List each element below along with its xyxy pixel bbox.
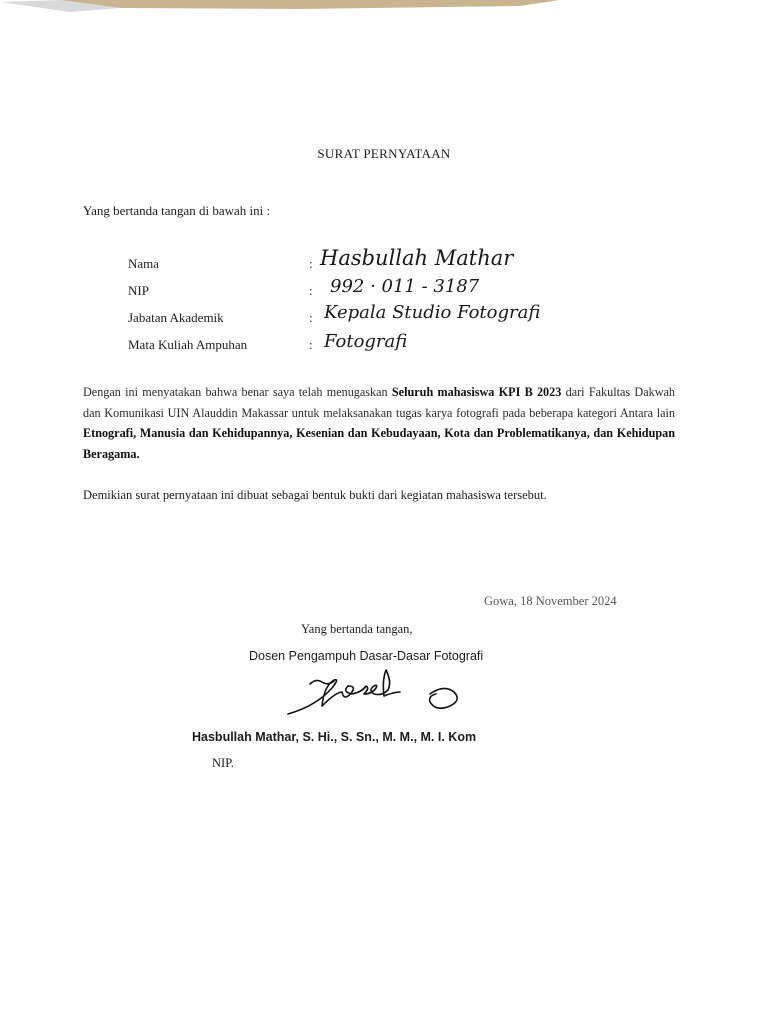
field-colon: : (309, 337, 313, 352)
closing-statement: Demikian surat pernyataan ini dibuat sebagai bentuk bukti dari kegiatan mahasiswa tersebut. (83, 488, 547, 502)
signer-name: Hasbullah Mathar, S. Hi., S. Sn., M. M., M. I. Kom (192, 730, 477, 744)
signer-role: Dosen Pengampuh Dasar-Dasar Fotografi (249, 649, 484, 663)
handwritten-nip-value: 992 · 011 - 3187 (330, 276, 480, 297)
statement-bold-categories: Etnografi, Manusia dan Kehidupannya, Kesenian dan Kebudayaan, Kota dan Problematikanya, dan Kehidupan Beragama. (83, 426, 675, 461)
handwritten-name-value: Hasbullah Mathar (320, 246, 514, 270)
field-label-nama: Nama (128, 256, 160, 271)
statement-bold-students: Seluruh mahasiswa KPI B 2023 (391, 385, 562, 399)
place-date: Gowa, 18 November 2024 (484, 594, 617, 608)
statement-text: Dengan ini menyatakan bahwa benar saya telah menugaskan (83, 385, 392, 399)
letter-title: SURAT PERNYATAAN (317, 146, 451, 161)
field-colon: : (309, 310, 313, 325)
statement-text-continued: dari Fakultas Dakwah dan Komunikasi UIN Alauddin Makassar untuk melaksanakan tugas karya fotografi pada beberapa kategori Antara lain (83, 385, 675, 420)
field-colon: : (309, 283, 313, 298)
intro-text: Yang bertanda tangan di bawah ini : (83, 203, 271, 218)
handwritten-signature (280, 668, 470, 720)
signed-by-label: Yang bertanda tangan, (301, 622, 413, 636)
field-label-jabatan: Jabatan Akademik (128, 310, 224, 325)
field-colon: : (309, 256, 313, 271)
statement-paragraph (83, 382, 675, 464)
field-label-nip: NIP (128, 283, 149, 298)
scanned-paper-edge (0, 0, 768, 14)
handwritten-position-value: Kepala Studio Fotografi (324, 302, 541, 323)
handwritten-course-value: Fotografi (324, 331, 408, 352)
field-label-mata-kuliah: Mata Kuliah Ampuhan (128, 337, 248, 352)
signer-nip-label: NIP. (212, 756, 234, 770)
